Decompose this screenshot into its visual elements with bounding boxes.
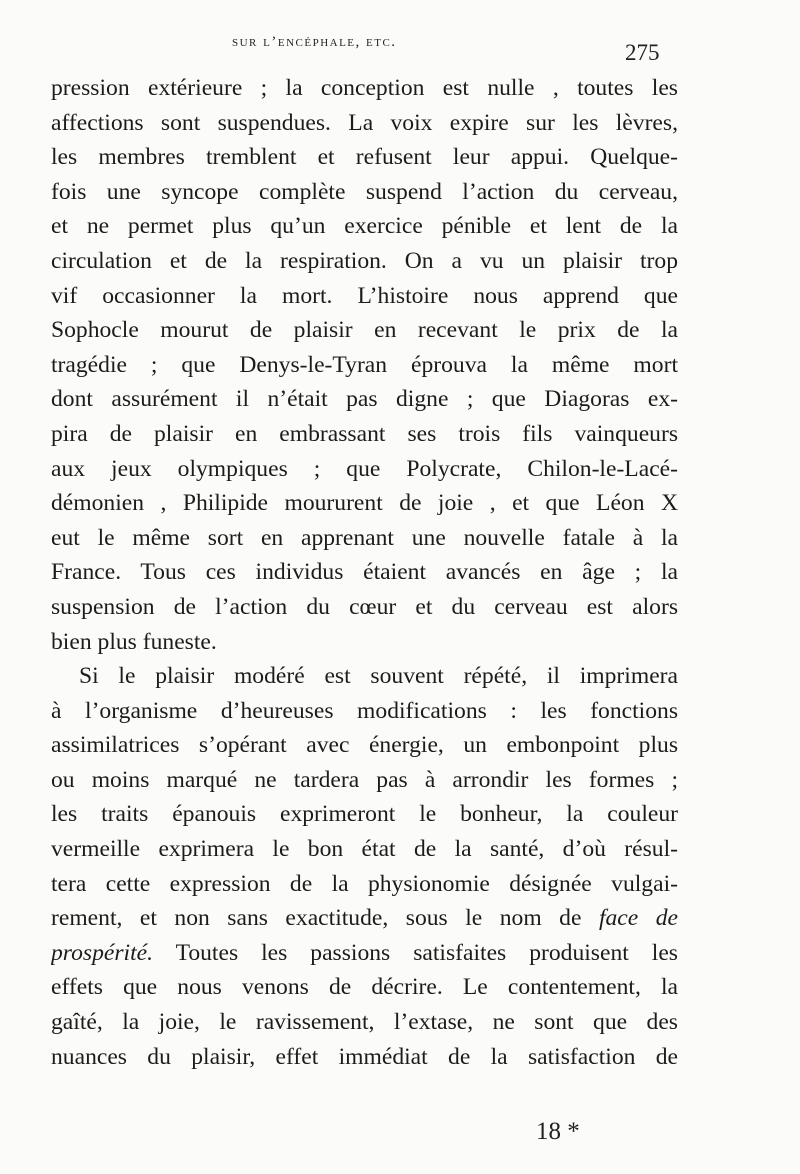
text-line: effets que nous venons de décrire. Le contentement, la bbox=[51, 974, 678, 1001]
text-line: Sophocle mourut de plaisir en recevant le prix de la bbox=[51, 317, 678, 344]
body-text bbox=[51, 71, 678, 1074]
text-line: tragédie ; que Denys-le-Tyran éprouva la même mort bbox=[51, 351, 678, 378]
text-line: ou moins marqué ne tardera pas à arrondir les formes ; bbox=[51, 766, 678, 793]
text-line: eut le même sort en apprenant une nouvelle fatale à la bbox=[51, 524, 678, 551]
page-number: 275 bbox=[625, 40, 660, 65]
text-line: assimilatrices s’opérant avec énergie, un embonpoint plus bbox=[51, 732, 678, 759]
text-line: à l’organisme d’heureuses modifications : les fonctions bbox=[51, 697, 678, 724]
text-line: vermeille exprimera le bon état de la santé, d’où résul- bbox=[51, 836, 678, 863]
text-line: aux jeux olympiques ; que Polycrate, Chilon-le-Lacé- bbox=[51, 455, 678, 482]
signature-mark: 18 * bbox=[536, 1118, 580, 1145]
text-line: France. Tous ces individus étaient avancés en âge ; la bbox=[51, 559, 678, 586]
text-line: fois une syncope complète suspend l’action du cerveau, bbox=[51, 178, 678, 205]
text-line bbox=[51, 936, 678, 971]
text-line: pira de plaisir en embrassant ses trois fils vainqueurs bbox=[51, 420, 678, 447]
italic-phrase: prospérité. bbox=[51, 939, 154, 966]
text-line: vif occasionner la mort. L’histoire nous apprend que bbox=[51, 282, 678, 309]
text-line: affections sont suspendues. La voix expire sur les lèvres, bbox=[51, 109, 678, 136]
text-line: pression extérieure ; la conception est nulle , toutes les bbox=[51, 75, 678, 101]
text-line: bien plus funeste. bbox=[51, 628, 217, 655]
text-line: démonien , Philipide moururent de joie , et que Léon X bbox=[51, 490, 678, 517]
text-line: les membres tremblent et refusent leur appui. Quelque- bbox=[51, 144, 678, 171]
text-line: les traits épanouis exprimeront le bonheur, la couleur bbox=[51, 801, 678, 828]
running-title: sur l’encéphale, etc. bbox=[232, 34, 397, 50]
text-line: suspension de l’action du cœur et du cerveau est alors bbox=[51, 593, 678, 620]
text-line: nuances du plaisir, effet immédiat de la satisfaction de bbox=[51, 1043, 678, 1070]
italic-phrase: face de bbox=[598, 905, 678, 932]
text-line: dont assurément il n’était pas digne ; que Diagoras ex- bbox=[51, 386, 678, 413]
text-line-part: rement, et non sans exactitude, sous le nom de bbox=[51, 905, 582, 932]
text-line: tera cette expression de la physionomie désignée vulgai- bbox=[51, 870, 678, 897]
text-line: gaîté, la joie, le ravissement, l’extase, ne sont que des bbox=[51, 1009, 678, 1036]
text-line: circulation et de la respiration. On a vu un plaisir trop bbox=[51, 247, 678, 274]
text-line bbox=[51, 901, 678, 936]
text-line: Si le plaisir modéré est souvent répété, il imprimera bbox=[79, 663, 678, 690]
text-line: et ne permet plus qu’un exercice pénible et lent de la bbox=[51, 213, 678, 240]
text-line-part: Toutes les passions satisfaites produisent les bbox=[175, 939, 678, 966]
